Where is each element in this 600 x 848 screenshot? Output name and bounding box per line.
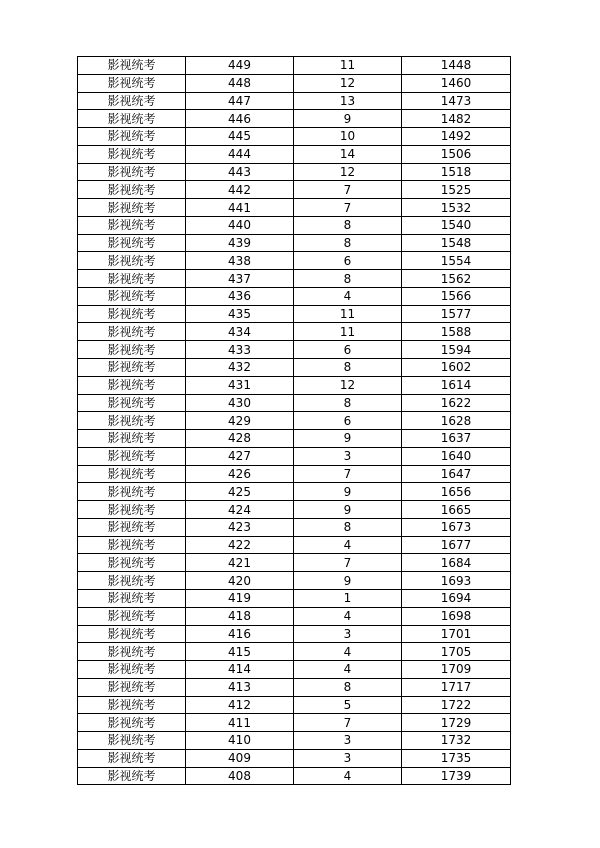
cumulative-cell: 1588 (402, 323, 511, 341)
exam-type-cell: 影视统考 (78, 128, 186, 146)
score-cell: 410 (186, 732, 294, 750)
exam-type-cell: 影视统考 (78, 376, 186, 394)
count-cell: 13 (294, 92, 402, 110)
cumulative-cell: 1602 (402, 359, 511, 377)
exam-type-cell: 影视统考 (78, 767, 186, 785)
score-cell: 445 (186, 128, 294, 146)
score-cell: 427 (186, 447, 294, 465)
count-cell: 9 (294, 501, 402, 519)
cumulative-cell: 1693 (402, 572, 511, 590)
table-row (78, 483, 511, 501)
cumulative-cell: 1729 (402, 714, 511, 732)
exam-type-cell: 影视统考 (78, 696, 186, 714)
cumulative-cell: 1577 (402, 305, 511, 323)
score-cell: 423 (186, 518, 294, 536)
table-row (78, 216, 511, 234)
score-cell: 428 (186, 430, 294, 448)
table-row (78, 661, 511, 679)
table-row (78, 518, 511, 536)
count-cell: 8 (294, 270, 402, 288)
cumulative-cell: 1518 (402, 163, 511, 181)
count-cell: 9 (294, 110, 402, 128)
cumulative-cell: 1628 (402, 412, 511, 430)
table-row (78, 678, 511, 696)
count-cell: 4 (294, 643, 402, 661)
exam-type-cell: 影视统考 (78, 394, 186, 412)
exam-type-cell: 影视统考 (78, 447, 186, 465)
cumulative-cell: 1566 (402, 287, 511, 305)
count-cell: 7 (294, 714, 402, 732)
score-cell: 442 (186, 181, 294, 199)
cumulative-cell: 1673 (402, 518, 511, 536)
table-row (78, 57, 511, 75)
cumulative-cell: 1698 (402, 607, 511, 625)
score-cell: 420 (186, 572, 294, 590)
table-row (78, 287, 511, 305)
cumulative-cell: 1482 (402, 110, 511, 128)
cumulative-cell: 1622 (402, 394, 511, 412)
cumulative-cell: 1614 (402, 376, 511, 394)
exam-type-cell: 影视统考 (78, 749, 186, 767)
exam-type-cell: 影视统考 (78, 732, 186, 750)
exam-type-cell: 影视统考 (78, 625, 186, 643)
count-cell: 7 (294, 199, 402, 217)
count-cell: 11 (294, 323, 402, 341)
count-cell: 4 (294, 287, 402, 305)
score-cell: 435 (186, 305, 294, 323)
score-cell: 446 (186, 110, 294, 128)
cumulative-cell: 1665 (402, 501, 511, 519)
exam-type-cell: 影视统考 (78, 572, 186, 590)
cumulative-cell: 1525 (402, 181, 511, 199)
exam-type-cell: 影视统考 (78, 341, 186, 359)
table-row (78, 181, 511, 199)
table-row (78, 359, 511, 377)
table-row (78, 749, 511, 767)
count-cell: 12 (294, 376, 402, 394)
table-row (78, 412, 511, 430)
score-cell: 414 (186, 661, 294, 679)
table-row (78, 536, 511, 554)
score-cell: 443 (186, 163, 294, 181)
exam-type-cell: 影视统考 (78, 518, 186, 536)
count-cell: 8 (294, 234, 402, 252)
score-cell: 437 (186, 270, 294, 288)
exam-type-cell: 影视统考 (78, 163, 186, 181)
table-row (78, 607, 511, 625)
cumulative-cell: 1694 (402, 589, 511, 607)
exam-type-cell: 影视统考 (78, 323, 186, 341)
score-cell: 409 (186, 749, 294, 767)
table-row (78, 589, 511, 607)
score-cell: 438 (186, 252, 294, 270)
table-row (78, 163, 511, 181)
count-cell: 8 (294, 678, 402, 696)
cumulative-cell: 1732 (402, 732, 511, 750)
score-cell: 415 (186, 643, 294, 661)
table-row (78, 625, 511, 643)
exam-type-cell: 影视统考 (78, 287, 186, 305)
table-row (78, 145, 511, 163)
count-cell: 11 (294, 57, 402, 75)
count-cell: 9 (294, 430, 402, 448)
score-cell: 432 (186, 359, 294, 377)
cumulative-cell: 1562 (402, 270, 511, 288)
count-cell: 4 (294, 536, 402, 554)
table-row (78, 74, 511, 92)
count-cell: 9 (294, 483, 402, 501)
cumulative-cell: 1739 (402, 767, 511, 785)
exam-type-cell: 影视统考 (78, 643, 186, 661)
score-cell: 439 (186, 234, 294, 252)
cumulative-cell: 1656 (402, 483, 511, 501)
exam-type-cell: 影视统考 (78, 57, 186, 75)
count-cell: 7 (294, 554, 402, 572)
count-cell: 9 (294, 572, 402, 590)
table-row (78, 465, 511, 483)
count-cell: 11 (294, 305, 402, 323)
score-cell: 429 (186, 412, 294, 430)
cumulative-cell: 1640 (402, 447, 511, 465)
table-row (78, 270, 511, 288)
exam-type-cell: 影视统考 (78, 74, 186, 92)
count-cell: 10 (294, 128, 402, 146)
exam-type-cell: 影视统考 (78, 554, 186, 572)
exam-type-cell: 影视统考 (78, 234, 186, 252)
cumulative-cell: 1637 (402, 430, 511, 448)
exam-type-cell: 影视统考 (78, 110, 186, 128)
cumulative-cell: 1473 (402, 92, 511, 110)
count-cell: 5 (294, 696, 402, 714)
table-row (78, 696, 511, 714)
exam-type-cell: 影视统考 (78, 412, 186, 430)
exam-type-cell: 影视统考 (78, 661, 186, 679)
cumulative-cell: 1492 (402, 128, 511, 146)
exam-type-cell: 影视统考 (78, 199, 186, 217)
count-cell: 3 (294, 749, 402, 767)
table-row (78, 252, 511, 270)
count-cell: 4 (294, 661, 402, 679)
score-table-body (78, 57, 511, 785)
table-row (78, 572, 511, 590)
exam-type-cell: 影视统考 (78, 536, 186, 554)
exam-type-cell: 影视统考 (78, 252, 186, 270)
cumulative-cell: 1717 (402, 678, 511, 696)
score-cell: 419 (186, 589, 294, 607)
count-cell: 8 (294, 359, 402, 377)
exam-type-cell: 影视统考 (78, 270, 186, 288)
score-cell: 430 (186, 394, 294, 412)
score-cell: 422 (186, 536, 294, 554)
table-row (78, 643, 511, 661)
score-cell: 412 (186, 696, 294, 714)
cumulative-cell: 1647 (402, 465, 511, 483)
cumulative-cell: 1722 (402, 696, 511, 714)
exam-type-cell: 影视统考 (78, 483, 186, 501)
table-row (78, 305, 511, 323)
exam-type-cell: 影视统考 (78, 714, 186, 732)
count-cell: 12 (294, 74, 402, 92)
exam-type-cell: 影视统考 (78, 359, 186, 377)
cumulative-cell: 1460 (402, 74, 511, 92)
score-cell: 418 (186, 607, 294, 625)
score-cell: 436 (186, 287, 294, 305)
exam-type-cell: 影视统考 (78, 92, 186, 110)
count-cell: 8 (294, 394, 402, 412)
count-cell: 3 (294, 625, 402, 643)
table-row (78, 501, 511, 519)
score-cell: 444 (186, 145, 294, 163)
exam-type-cell: 影视统考 (78, 607, 186, 625)
cumulative-cell: 1532 (402, 199, 511, 217)
score-cell: 416 (186, 625, 294, 643)
score-cell: 431 (186, 376, 294, 394)
exam-type-cell: 影视统考 (78, 181, 186, 199)
table-row (78, 234, 511, 252)
table-row (78, 554, 511, 572)
table-row (78, 128, 511, 146)
cumulative-cell: 1735 (402, 749, 511, 767)
count-cell: 7 (294, 465, 402, 483)
table-row (78, 430, 511, 448)
table-row (78, 732, 511, 750)
cumulative-cell: 1548 (402, 234, 511, 252)
cumulative-cell: 1701 (402, 625, 511, 643)
table-row (78, 341, 511, 359)
cumulative-cell: 1594 (402, 341, 511, 359)
score-cell: 448 (186, 74, 294, 92)
table-row (78, 92, 511, 110)
score-cell: 411 (186, 714, 294, 732)
cumulative-cell: 1705 (402, 643, 511, 661)
table-row (78, 323, 511, 341)
exam-type-cell: 影视统考 (78, 501, 186, 519)
count-cell: 6 (294, 252, 402, 270)
exam-type-cell: 影视统考 (78, 145, 186, 163)
exam-type-cell: 影视统考 (78, 678, 186, 696)
count-cell: 1 (294, 589, 402, 607)
count-cell: 12 (294, 163, 402, 181)
score-cell: 413 (186, 678, 294, 696)
exam-type-cell: 影视统考 (78, 589, 186, 607)
count-cell: 3 (294, 447, 402, 465)
score-cell: 441 (186, 199, 294, 217)
table-row (78, 110, 511, 128)
score-cell: 424 (186, 501, 294, 519)
table-row (78, 767, 511, 785)
count-cell: 14 (294, 145, 402, 163)
count-cell: 4 (294, 767, 402, 785)
cumulative-cell: 1554 (402, 252, 511, 270)
cumulative-cell: 1540 (402, 216, 511, 234)
count-cell: 8 (294, 518, 402, 536)
count-cell: 6 (294, 412, 402, 430)
count-cell: 4 (294, 607, 402, 625)
table-row (78, 376, 511, 394)
score-cell: 425 (186, 483, 294, 501)
table-row (78, 394, 511, 412)
exam-type-cell: 影视统考 (78, 216, 186, 234)
count-cell: 7 (294, 181, 402, 199)
score-cell: 421 (186, 554, 294, 572)
cumulative-cell: 1684 (402, 554, 511, 572)
count-cell: 6 (294, 341, 402, 359)
cumulative-cell: 1677 (402, 536, 511, 554)
count-cell: 8 (294, 216, 402, 234)
score-cell: 426 (186, 465, 294, 483)
exam-type-cell: 影视统考 (78, 305, 186, 323)
score-cell: 434 (186, 323, 294, 341)
score-cell: 408 (186, 767, 294, 785)
score-cell: 433 (186, 341, 294, 359)
exam-type-cell: 影视统考 (78, 430, 186, 448)
cumulative-cell: 1506 (402, 145, 511, 163)
table-row (78, 447, 511, 465)
score-cell: 447 (186, 92, 294, 110)
cumulative-cell: 1709 (402, 661, 511, 679)
cumulative-cell: 1448 (402, 57, 511, 75)
table-row (78, 714, 511, 732)
table-row (78, 199, 511, 217)
score-cell: 449 (186, 57, 294, 75)
score-table (77, 56, 511, 785)
exam-type-cell: 影视统考 (78, 465, 186, 483)
score-cell: 440 (186, 216, 294, 234)
count-cell: 3 (294, 732, 402, 750)
